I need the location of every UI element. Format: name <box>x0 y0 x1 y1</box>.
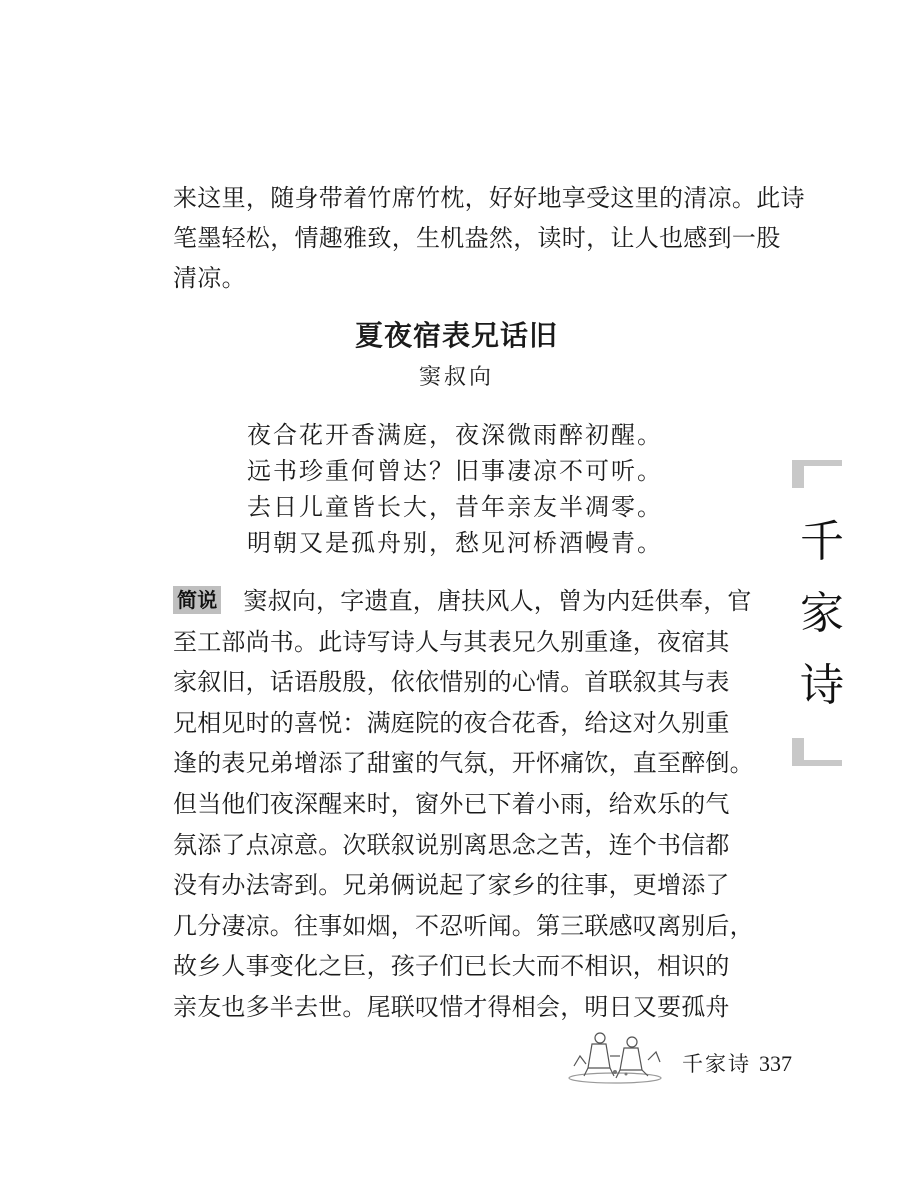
side-char: 家 <box>800 588 844 639</box>
side-tab <box>792 460 842 766</box>
commentary-line: 窦叔向，字遗直，唐扶风人，曾为内廷供奉，官 <box>243 587 752 615</box>
commentary-section <box>173 581 753 1028</box>
commentary-line: 氛添了点凉意。次联叙说别离思念之苦，连个书信都 <box>173 830 730 859</box>
commentary-line: 逢的表兄弟增添了甜蜜的气氛，开怀痛饮，直至醉倒。 <box>173 749 754 778</box>
commentary-line: 亲友也多半去世。尾联叹惜才得相会，明日又要孤舟 <box>173 992 730 1021</box>
intro-line: 来这里，随身带着竹席竹枕，好好地享受这里的清凉。此诗 <box>173 184 805 212</box>
poem-title: 夏夜宿表兄话旧 <box>354 319 558 352</box>
commentary-line: 家叙旧，话语殷殷，依依惜别的心情。首联叙其与表 <box>173 668 730 697</box>
commentary-line: 没有办法寄到。兄弟俩说起了家乡的往事，更增添了 <box>173 871 730 900</box>
side-char: 千 <box>800 516 844 567</box>
page-footer <box>682 1048 792 1078</box>
page-number: 337 <box>759 1051 792 1076</box>
bracket-bottom-icon <box>792 738 842 766</box>
commentary-first-line <box>173 581 753 622</box>
poem-line: 明朝又是孤舟别，愁见河桥酒幔青。 <box>247 529 663 557</box>
commentary-label: 简说 <box>173 586 221 614</box>
poem-line: 夜合花开香满庭，夜深微雨醉初醒。 <box>247 421 663 449</box>
poem-body <box>247 417 663 561</box>
commentary-line: 兄相见时的喜悦：满庭院的夜合花香，给这对久别重 <box>173 708 730 737</box>
commentary-line: 几分凄凉。往事如烟，不忍听闻。第三联感叹离别后， <box>173 911 754 940</box>
poem-author: 窦叔向 <box>418 365 494 390</box>
bracket-top-icon <box>792 460 842 488</box>
poem-line: 远书珍重何曾达？旧事凄凉不可听。 <box>247 457 663 485</box>
intro-line: 清凉。 <box>173 264 246 292</box>
two-figures-illustration-icon <box>566 1026 664 1084</box>
side-title <box>798 506 846 722</box>
footer-book-title: 千家诗 <box>682 1052 751 1076</box>
side-char: 诗 <box>800 660 844 711</box>
commentary-line: 故乡人事变化之巨，孩子们已长大而不相识，相识的 <box>173 952 730 981</box>
commentary-line: 至工部尚书。此诗写诗人与其表兄久别重逢，夜宿其 <box>173 627 730 656</box>
intro-line: 笔墨轻松，情趣雅致，生机盎然，读时，让人也感到一股 <box>173 224 781 252</box>
poem-line: 去日儿童皆长大，昔年亲友半凋零。 <box>247 493 663 521</box>
intro-paragraph <box>173 178 805 298</box>
commentary-line: 但当他们夜深醒来时，窗外已下着小雨，给欢乐的气 <box>173 789 730 818</box>
